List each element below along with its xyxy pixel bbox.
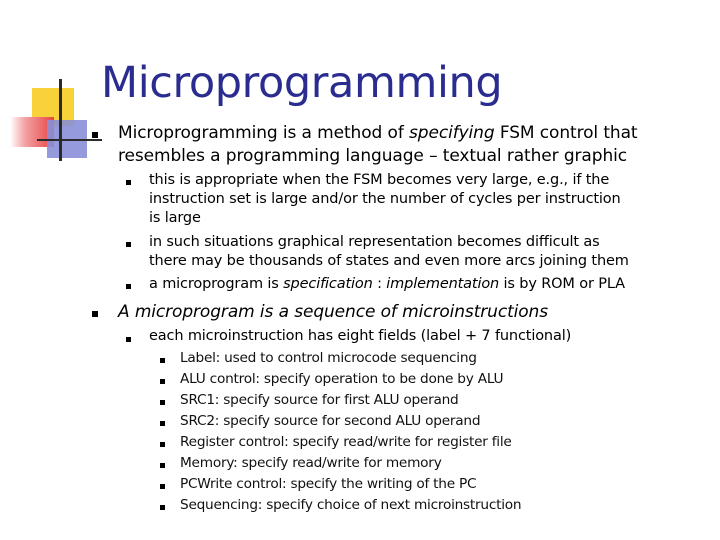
bullet-marker <box>160 400 165 405</box>
bullet-line-1: Microprogramming is a method of specifying FSM control that <box>118 123 638 143</box>
bullet-line-2: resembles a programming language – textual rather graphic <box>118 146 627 166</box>
logo-horizontal-line <box>37 139 102 141</box>
sub-bullet-line: there may be thousands of states and even more arcs joining them <box>149 253 629 269</box>
bullet-marker <box>126 337 131 342</box>
slide-title: Microprogramming <box>101 58 503 108</box>
sub-bullet-line: each microinstruction has eight fields (label + 7 functional) <box>149 328 572 344</box>
bullet-marker <box>126 242 131 247</box>
bullet-marker <box>126 180 131 185</box>
field-item: Register control: specify read/write for register file <box>180 434 512 450</box>
sub-bullet-line: instruction set is large and/or the number of cycles per instruction <box>149 191 621 207</box>
bullet-marker <box>160 379 165 384</box>
sub-bullet-line: a microprogram is specification : implementation is by ROM or PLA <box>149 276 625 292</box>
bullet-marker <box>160 442 165 447</box>
bullet-marker <box>160 505 165 510</box>
bullet-marker <box>126 284 131 289</box>
bullet-marker <box>160 484 165 489</box>
field-item: SRC2: specify source for second ALU operand <box>180 413 481 429</box>
field-item: Sequencing: specify choice of next microinstruction <box>180 497 522 513</box>
field-item: ALU control: specify operation to be done by ALU <box>180 371 504 387</box>
field-item: Label: used to control microcode sequencing <box>180 350 477 366</box>
bullet-marker <box>92 311 98 317</box>
field-item: PCWrite control: specify the writing of the PC <box>180 476 477 492</box>
logo-vertical-line <box>59 79 62 161</box>
field-item: SRC1: specify source for first ALU operand <box>180 392 459 408</box>
sub-bullet-line: this is appropriate when the FSM becomes very large, e.g., if the <box>149 172 610 188</box>
bullet-marker <box>160 463 165 468</box>
bullet-marker <box>160 358 165 363</box>
field-item: Memory: specify read/write for memory <box>180 455 442 471</box>
slide-logo <box>0 0 100 170</box>
bullet-line-1: A microprogram is a sequence of microinstructions <box>118 302 548 322</box>
bullet-marker <box>160 421 165 426</box>
sub-bullet-line: is large <box>149 210 201 226</box>
sub-bullet-line: in such situations graphical representation becomes difficult as <box>149 234 600 250</box>
bullet-marker <box>92 132 98 138</box>
